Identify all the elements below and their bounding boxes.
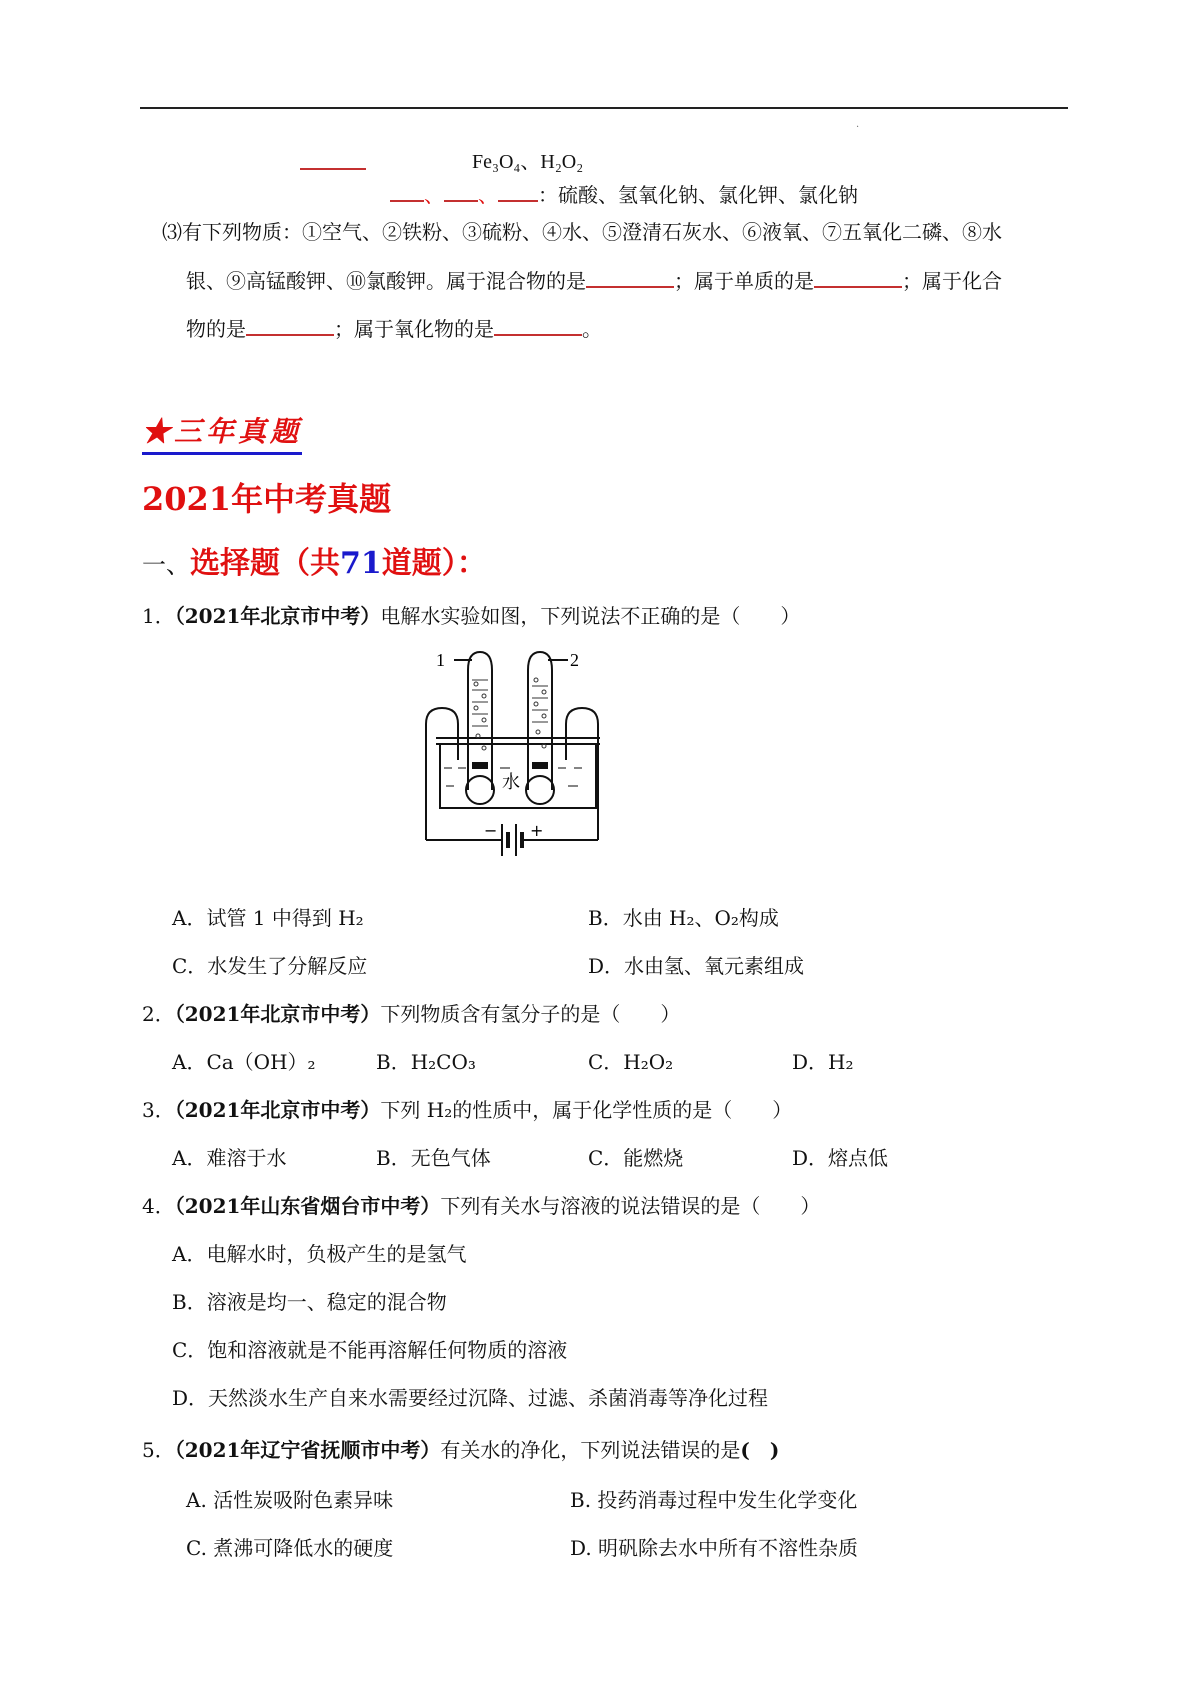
q3-line2-text: ；属于单质的是 (674, 269, 814, 293)
q5-option-b[interactable]: B. 投药消毒过程中发生化学变化 (570, 1488, 858, 1512)
q5-option-a[interactable]: A. 活性炭吸附色素异味 (186, 1488, 394, 1512)
q3-line2 (186, 268, 1002, 291)
q4-option-b[interactable]: B．溶液是均一、稳定的混合物 (172, 1290, 447, 1314)
q3-line3-text: 物的是 (186, 317, 246, 341)
q4-option-a[interactable]: A．电解水时，负极产生的是氢气 (172, 1242, 467, 1266)
question-source: （2021年北京市中考） (174, 604, 381, 628)
q2-option-a[interactable]: A．Ca（OH）₂ (172, 1050, 316, 1074)
question-stem: 电解水实验如图，下列说法不正确的是（ ） (380, 604, 801, 628)
formula-line: Fe₃O₄、H₂O₂ (472, 151, 584, 173)
test-tube-2 (528, 652, 552, 790)
minus-sign: − (484, 821, 498, 840)
question-number: 5． (142, 1438, 175, 1462)
question-number: 1． (142, 604, 175, 628)
section-type-b: 道题）： (381, 546, 487, 581)
q3-option-a[interactable]: A．难溶于水 (172, 1146, 287, 1170)
question-source: （2021年辽宁省抚顺市中考） (174, 1438, 441, 1462)
test-tube-1 (468, 652, 492, 790)
question-number: 2． (142, 1002, 175, 1026)
section-prefix: 一、 (142, 551, 190, 579)
section-type-title (142, 538, 487, 582)
q5-option-d[interactable]: D. 明矾除去水中所有不溶性杂质 (570, 1536, 859, 1560)
q3-line3-text: ；属于氧化物的是 (334, 317, 494, 341)
question-3 (142, 1094, 792, 1123)
plus-sign: + (530, 821, 544, 840)
star-title: ★三年真题 (142, 410, 302, 455)
answer-blank-oxide[interactable] (494, 316, 582, 336)
section-type-a: 选择题（共 (190, 546, 340, 581)
q2-option-b[interactable]: B．H₂CO₃ (376, 1050, 476, 1074)
question-number: 3． (142, 1098, 175, 1122)
question-5 (142, 1434, 779, 1463)
question-source: （2021年山东省烟台市中考） (174, 1194, 441, 1218)
question-stem: 下列 H₂的性质中，属于化学性质的是（ ） (380, 1098, 793, 1122)
q3-line3-text: 。 (582, 317, 602, 341)
blank-line-suffix: ：硫酸、氢氧化钠、氯化钾、氯化钠 (538, 183, 858, 207)
q4-option-d[interactable]: D．天然淡水生产自来水需要经过沉降、过滤、杀菌消毒等净化过程 (172, 1386, 769, 1410)
q1-option-b[interactable]: B．水由 H₂、O₂构成 (588, 906, 779, 930)
q2-option-d[interactable]: D．H₂ (792, 1050, 854, 1074)
q3-option-b[interactable]: B．无色气体 (376, 1146, 491, 1170)
water-label: 水 (502, 772, 520, 793)
question-stem: 下列有关水与溶液的说法错误的是（ ） (440, 1194, 821, 1218)
stray-mark: · (856, 122, 860, 133)
question-4 (142, 1190, 820, 1219)
answer-blank[interactable] (444, 182, 478, 202)
q3-line3 (186, 316, 602, 339)
header-rule (140, 107, 1068, 109)
q3-line2-text: ；属于化合 (902, 269, 1002, 293)
q3-option-d[interactable]: D．熔点低 (792, 1146, 889, 1170)
question-2 (142, 998, 680, 1027)
year-title: 2021年中考真题 (142, 480, 392, 518)
question-stem: 有关水的净化，下列说法错误的是 (440, 1438, 741, 1462)
answer-paren[interactable]: ( ) (740, 1438, 780, 1462)
answer-blank[interactable] (390, 182, 424, 202)
q3-line1: ⑶有下列物质：①空气、②铁粉、③硫粉、④水、⑤澄清石灰水、⑥液氧、⑦五氧化二磷、⑧水 (162, 220, 1002, 244)
question-source: （2021年北京市中考） (174, 1002, 381, 1026)
section-type-count: 71 (340, 546, 382, 581)
q5-option-c[interactable]: C. 煮沸可降低水的硬度 (186, 1536, 394, 1560)
q3-line2-text: 银、⑨高锰酸钾、⑩氯酸钾。属于混合物的是 (186, 269, 586, 293)
tube-label-2: 2 (570, 650, 579, 670)
answer-blank[interactable] (300, 150, 366, 170)
q1-option-a[interactable]: A．试管 1 中得到 H₂ (172, 906, 364, 930)
tube-label-1: 1 (436, 650, 445, 670)
electrolysis-figure (418, 640, 608, 880)
q1-option-d[interactable]: D．水由氢、氧元素组成 (588, 954, 805, 978)
answer-blank-element[interactable] (814, 268, 902, 288)
question-number: 4． (142, 1194, 175, 1218)
answer-blank[interactable] (498, 182, 538, 202)
question-source: （2021年北京市中考） (174, 1098, 381, 1122)
answer-blank-mixture[interactable] (586, 268, 674, 288)
q2-option-c[interactable]: C．H₂O₂ (588, 1050, 674, 1074)
blank-group: 、 、 ：硫酸、氢氧化钠、氯化钾、氯化钠 (390, 182, 858, 205)
question-stem: 下列物质含有氢分子的是（ ） (380, 1002, 681, 1026)
q4-option-c[interactable]: C．饱和溶液就是不能再溶解任何物质的溶液 (172, 1338, 568, 1362)
q1-option-c[interactable]: C．水发生了分解反应 (172, 954, 368, 978)
answer-blank-compound[interactable] (246, 316, 334, 336)
question-1 (142, 600, 800, 629)
q3-option-c[interactable]: C．能燃烧 (588, 1146, 684, 1170)
